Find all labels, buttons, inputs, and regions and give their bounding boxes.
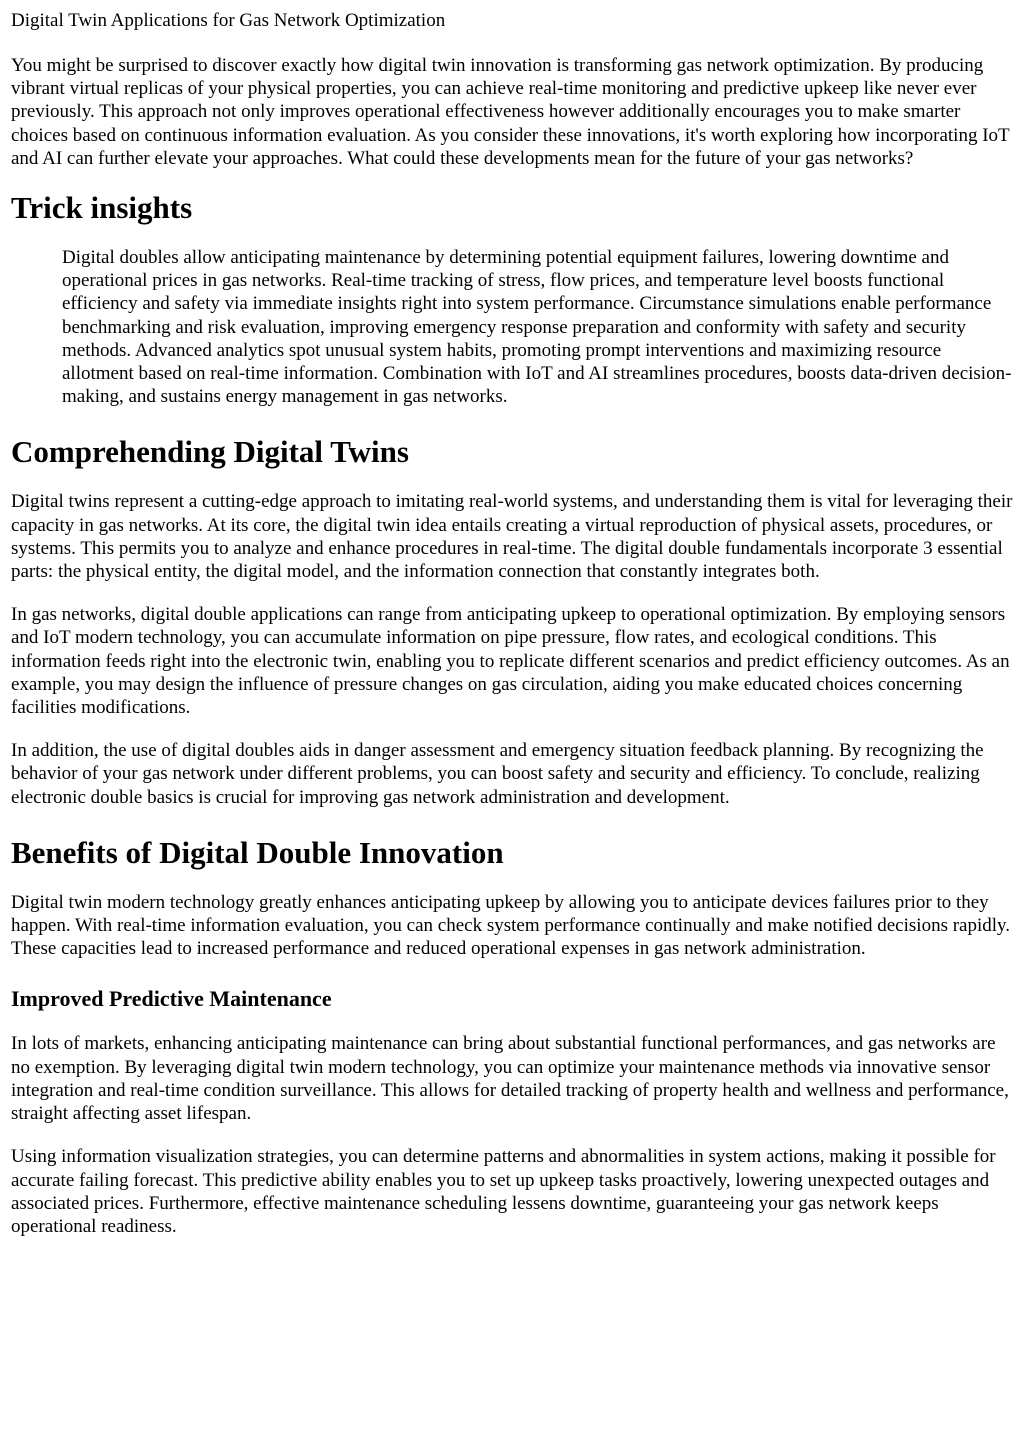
heading-comprehending-digital-twins: Comprehending Digital Twins xyxy=(11,434,409,470)
comprehending-paragraph-1: Digital twins represent a cutting-edge approach to imitating real-world systems, and understanding them is vital for leveraging their capacity in gas networks. At its core, the digital twin idea entails creating a virtual reproduction of physical assets, procedures, or systems. This permits you to analyze and enhance procedures in real-time. The digital double fundamentals incorporate 3 essential parts: the physical entity, the digital model, and the information connection that constantly integrates both. xyxy=(11,491,1013,583)
heading-improved-predictive-maintenance: Improved Predictive Maintenance xyxy=(11,986,332,1012)
key-insights-quote: Digital doubles allow anticipating maintenance by determining potential equipment failures, lowering downtime and operational prices in gas networks. Real-time tracking of stress, flow prices, and temperature level boosts functional efficiency and safety via immediate insights right into system performance. Circumstance simulations enable performance benchmarking and risk evaluation, improving emergency response preparation and conformity with safety and security methods. Advanced analytics spot unusual system habits, promoting prompt interventions and maximizing resource allotment based on real-time information. Combination with IoT and AI streamlines procedures, boosts data-driven decision-making, and sustains energy management in gas networks. xyxy=(62,247,1012,408)
document-title: Digital Twin Applications for Gas Network Optimization xyxy=(11,10,446,31)
intro-paragraph: You might be surprised to discover exactly how digital twin innovation is transforming gas network optimization. By producing vibrant virtual replicas of your physical properties, you can achieve real-time monitoring and predictive upkeep like never ever previously. This approach not only improves operational effectiveness however additionally encourages you to make smarter choices based on continuous information evaluation. As you consider these innovations, it's worth exploring how incorporating IoT and AI can further elevate your approaches. What could these developments mean for the future of your gas networks? xyxy=(11,55,1010,169)
benefits-paragraph-1: Digital twin modern technology greatly enhances anticipating upkeep by allowing you to anticipate devices failures prior to they happen. With real-time information evaluation, you can check system performance continually and make notified decisions rapidly. These capacities lead to increased performance and reduced operational expenses in gas network administration. xyxy=(11,891,1011,960)
predictive-paragraph-2: Using information visualization strategies, you can determine patterns and abnormalities in system actions, making it possible for accurate failing forecast. This predictive ability enables you to set up upkeep tasks proactively, lowering unexpected outages and associated prices. Furthermore, effective maintenance scheduling lessens downtime, guaranteeing your gas network keeps operational readiness. xyxy=(11,1146,996,1237)
comprehending-paragraph-3: In addition, the use of digital doubles aids in danger assessment and emergency situation feedback planning. By recognizing the behavior of your gas network under different problems, you can boost safety and security and efficiency. To conclude, realizing electronic double basics is crucial for improving gas network administration and development. xyxy=(11,740,984,808)
heading-benefits: Benefits of Digital Double Innovation xyxy=(11,834,504,870)
predictive-paragraph-1: In lots of markets, enhancing anticipating maintenance can bring about substantial functional performances, and gas networks are no exemption. By leveraging digital twin modern technology, you can optimize your maintenance methods via innovative sensor integration and real-time condition surveillance. This allows for detailed tracking of property health and wellness and performance, straight affecting asset lifespan. xyxy=(11,1033,1009,1125)
comprehending-paragraph-2: In gas networks, digital double applications can range from anticipating upkeep to operational optimization. By employing sensors and IoT modern technology, you can accumulate information on pipe pressure, flow rates, and ecological conditions. This information feeds right into the electronic twin, enabling you to replicate different scenarios and predict efficiency outcomes. As an example, you may design the influence of pressure changes on gas circulation, aiding you make educated choices concerning facilities modifications. xyxy=(11,604,1010,719)
heading-key-insights: Trick insights xyxy=(11,190,193,226)
